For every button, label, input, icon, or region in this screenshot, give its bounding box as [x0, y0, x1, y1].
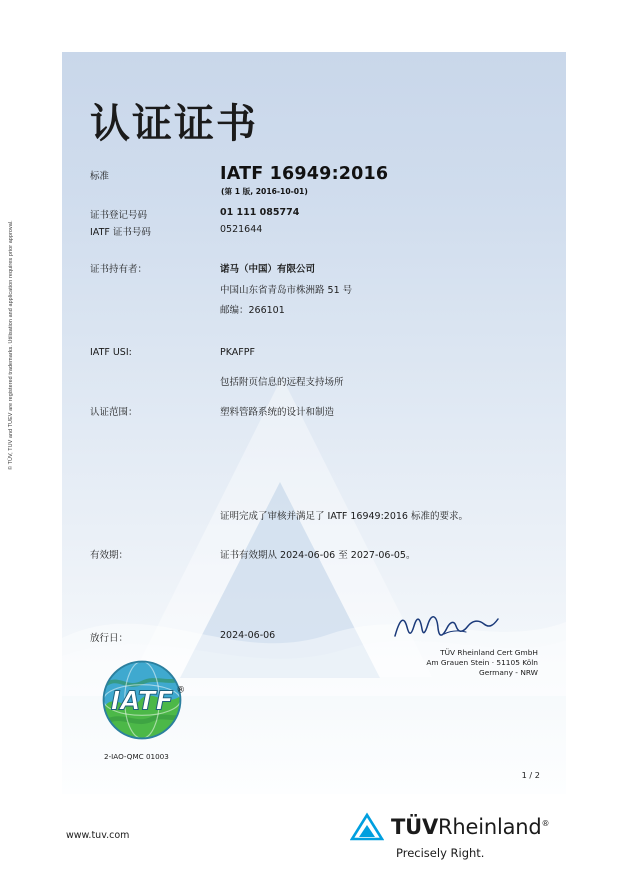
tuv-triangle-icon [350, 812, 384, 842]
iatf-globe-logo-icon [94, 652, 190, 748]
scope-value: 塑料管路系统的设计和制造 [220, 407, 335, 418]
tuv-brand-suffix: Rheinland [438, 815, 542, 839]
accreditation-code: 2-IAO-QMC 01003 [104, 752, 169, 761]
certificate-body [62, 52, 566, 794]
iatf-cert-no-label: IATF 证书号码 [90, 227, 151, 238]
issue-date-value: 2024-06-06 [220, 630, 276, 641]
footer-url[interactable]: www.tuv.com [66, 830, 130, 841]
tuv-tagline: Precisely Right. [396, 846, 485, 860]
conformity-statement: 证明完成了审核并满足了 IATF 16949:2016 标准的要求。 [220, 511, 468, 522]
holder-address: 中国山东省青岛市株洲路 51 号 [220, 285, 353, 296]
tuv-brand-registered: ® [541, 819, 550, 828]
issuer-line-3: Germany - NRW [478, 668, 538, 677]
standard-edition: (第 1 版, 2016-10-01) [221, 187, 308, 196]
standard-label: 标准 [90, 171, 110, 182]
tuv-rheinland-footer-logo [350, 812, 549, 860]
validity-label: 有效期： [90, 550, 129, 561]
issuer-line-2: Am Grauen Stein · 51105 Köln [426, 658, 538, 667]
registration-value: 01 111 085774 [220, 207, 300, 218]
iatf-usi-label: IATF USI: [90, 347, 132, 358]
signature-icon [392, 610, 502, 644]
iatf-cert-no-value: 0521644 [220, 224, 263, 235]
page-number: 1 / 2 [521, 770, 540, 780]
issuer-block [426, 648, 538, 678]
svg-text:IATF: IATF [110, 686, 174, 717]
svg-text:®: ® [176, 685, 186, 696]
scope-label: 认证范围： [90, 407, 138, 418]
validity-value: 证书有效期从 2024-06-06 至 2027-06-05。 [220, 550, 416, 561]
certificate-title: 认证证书 [90, 101, 258, 147]
issuer-line-1: TÜV Rheinland Cert GmbH [440, 648, 538, 657]
side-legal-text: © TÜV, TUV and TUEV are registered trademarks. Utilisation and application requires prior approval. [8, 220, 14, 470]
iatf-usi-value: PKAFPF [220, 347, 255, 358]
holder-postcode: 邮编：266101 [220, 305, 285, 316]
iatf-usi-note: 包括附页信息的远程支持场所 [220, 377, 344, 388]
registration-label: 证书登记号码 [90, 210, 148, 221]
holder-name: 诺马（中国）有限公司 [220, 264, 316, 275]
tuv-brand-text [391, 815, 549, 839]
issue-date-label: 放行日： [90, 633, 129, 644]
holder-label: 证书持有者： [90, 264, 148, 275]
tuv-brand-prefix: TÜV [391, 815, 439, 839]
standard-name: IATF 16949:2016 [220, 164, 389, 184]
